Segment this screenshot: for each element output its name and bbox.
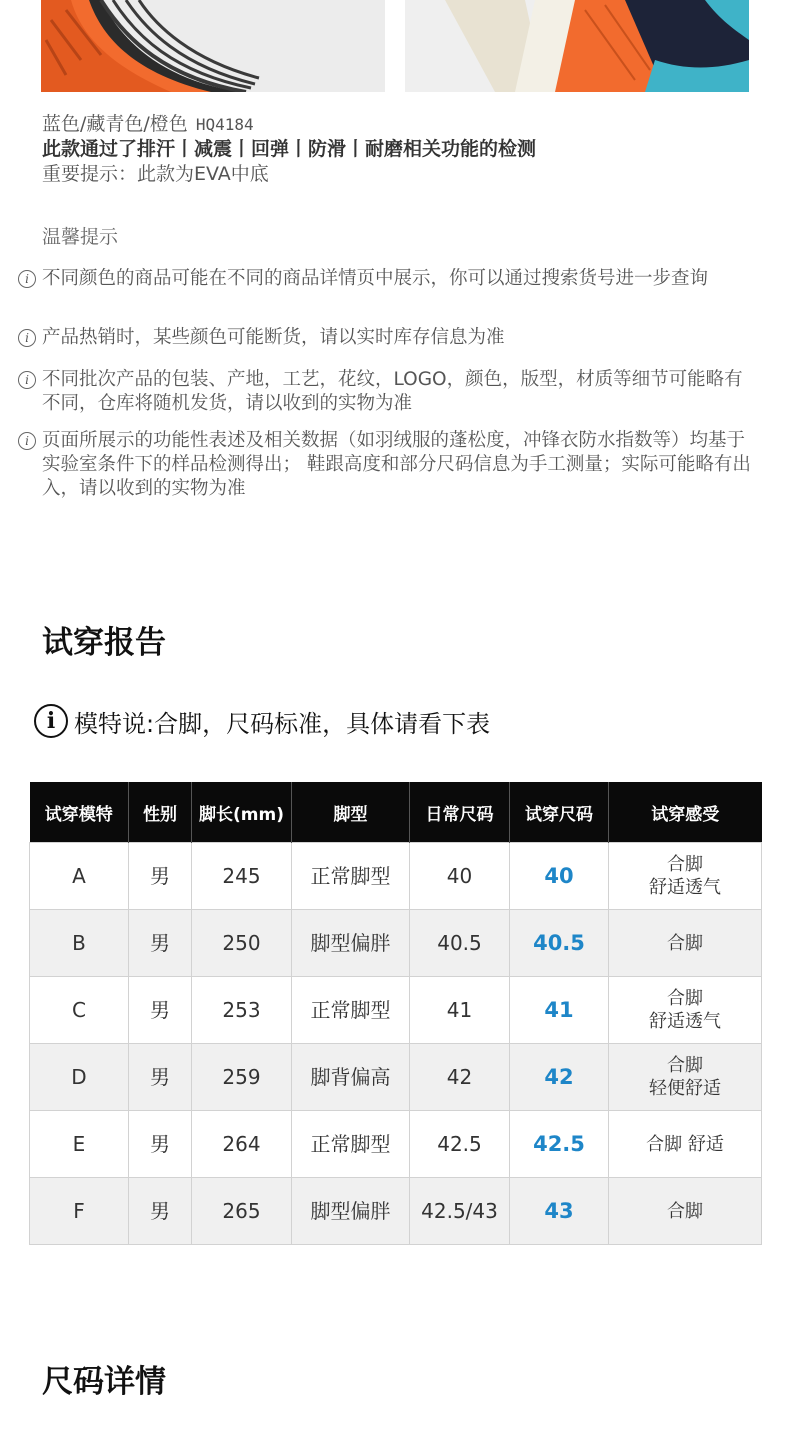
info-icon: i: [18, 371, 36, 389]
foot-type-cell: 脚背偏高: [292, 1044, 410, 1111]
product-image-strip: [0, 0, 790, 92]
feature-line: 此款通过了排汗丨减震丨回弹丨防滑丨耐磨相关功能的检测: [42, 138, 537, 160]
column-header: 试穿模特: [30, 782, 129, 843]
column-header: 脚型: [292, 782, 410, 843]
table-row: [30, 1178, 762, 1245]
info-icon: i: [18, 432, 36, 450]
column-header: 性别: [129, 782, 192, 843]
column-header: 脚长(mm): [192, 782, 292, 843]
trial-report-title: 试穿报告: [42, 625, 166, 661]
shoe-sole-illustration: [41, 0, 385, 92]
tip-item: [18, 267, 758, 291]
tips-title: 温馨提示: [42, 226, 119, 248]
model-note-text: 模特说:合脚，尺码标准，具体请看下表: [74, 709, 491, 738]
daily-size-cell: 40.5: [410, 910, 510, 977]
foot-length-cell: 265: [192, 1178, 292, 1245]
product-image-right[interactable]: [405, 0, 749, 92]
table-row: [30, 843, 762, 910]
feel-cell: 合脚 轻便舒适: [609, 1044, 762, 1111]
feel-cell: 合脚: [609, 910, 762, 977]
feel-cell: 合脚 舒适透气: [609, 843, 762, 910]
foot-type-cell: 正常脚型: [292, 843, 410, 910]
foot-length-cell: 253: [192, 977, 292, 1044]
tip-item: [18, 326, 758, 350]
tip-item: [18, 368, 758, 416]
trial-size-cell: 42: [510, 1044, 609, 1111]
color-line: [42, 112, 762, 137]
model-cell: B: [30, 910, 129, 977]
model-cell: E: [30, 1111, 129, 1178]
foot-length-cell: 264: [192, 1111, 292, 1178]
trial-size-cell: 43: [510, 1178, 609, 1245]
model-cell: F: [30, 1178, 129, 1245]
notice-line: 重要提示：此款为EVA中底: [42, 163, 269, 185]
model-cell: A: [30, 843, 129, 910]
gender-cell: 男: [129, 910, 192, 977]
gender-cell: 男: [129, 1044, 192, 1111]
trial-table-body: [30, 843, 762, 1245]
daily-size-cell: 42: [410, 1044, 510, 1111]
daily-size-cell: 42.5: [410, 1111, 510, 1178]
foot-type-cell: 脚型偏胖: [292, 910, 410, 977]
foot-type-cell: 脚型偏胖: [292, 1178, 410, 1245]
tip-text: 产品热销时，某些颜色可能断货，请以实时库存信息为准: [42, 327, 505, 348]
table-row: [30, 1044, 762, 1111]
daily-size-cell: 40: [410, 843, 510, 910]
table-row: [30, 1111, 762, 1178]
trial-size-cell: 41: [510, 977, 609, 1044]
model-note: [34, 701, 490, 741]
model-cell: D: [30, 1044, 129, 1111]
feel-cell: 合脚 舒适透气: [609, 977, 762, 1044]
table-row: [30, 977, 762, 1044]
daily-size-cell: 42.5/43: [410, 1178, 510, 1245]
foot-length-cell: 259: [192, 1044, 292, 1111]
tip-text: 不同颜色的商品可能在不同的商品详情页中展示，你可以通过搜索货号进一步查询: [42, 268, 709, 289]
column-header: 试穿尺码: [510, 782, 609, 843]
trial-size-cell: 40.5: [510, 910, 609, 977]
daily-size-cell: 41: [410, 977, 510, 1044]
color-name: 蓝色/藏青色/橙色: [42, 113, 188, 135]
feel-cell: 合脚: [609, 1178, 762, 1245]
tip-item: [18, 429, 758, 501]
model-cell: C: [30, 977, 129, 1044]
gender-cell: 男: [129, 1178, 192, 1245]
trial-size-cell: 42.5: [510, 1111, 609, 1178]
trial-table: [29, 782, 762, 1245]
table-header-row: [30, 782, 762, 843]
feel-cell: 合脚 舒适: [609, 1111, 762, 1178]
gender-cell: 男: [129, 977, 192, 1044]
product-code: HQ4184: [195, 115, 254, 134]
shoe-side-illustration: [405, 0, 749, 92]
product-image-left[interactable]: [41, 0, 385, 92]
size-details-title: 尺码详情: [42, 1364, 166, 1400]
info-icon: i: [18, 329, 36, 347]
gender-cell: 男: [129, 843, 192, 910]
foot-length-cell: 245: [192, 843, 292, 910]
gender-cell: 男: [129, 1111, 192, 1178]
foot-type-cell: 正常脚型: [292, 977, 410, 1044]
table-row: [30, 910, 762, 977]
foot-length-cell: 250: [192, 910, 292, 977]
info-icon: i: [34, 704, 68, 738]
column-header: 试穿感受: [609, 782, 762, 843]
trial-size-cell: 40: [510, 843, 609, 910]
column-header: 日常尺码: [410, 782, 510, 843]
tip-text: 页面所展示的功能性表述及相关数据（如羽绒服的蓬松度，冲锋衣防水指数等）均基于实验室条件下的样品检测得出； 鞋跟高度和部分尺码信息为手工测量；实际可能略有出入，请以收到的实物为准: [42, 430, 751, 499]
foot-type-cell: 正常脚型: [292, 1111, 410, 1178]
product-meta: [42, 112, 762, 187]
info-icon: i: [18, 270, 36, 288]
tip-text: 不同批次产品的包装、产地，工艺，花纹，LOGO，颜色，版型，材质等细节可能略有不同，仓库将随机发货，请以收到的实物为准: [42, 369, 743, 414]
